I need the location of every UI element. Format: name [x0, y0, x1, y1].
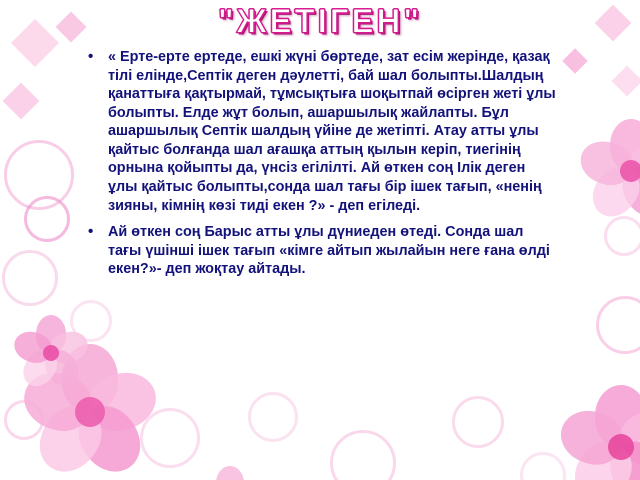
bullet-item-1 [86, 48, 556, 215]
slide-title-area [0, 2, 640, 48]
flower-outline-2 [24, 196, 70, 242]
flower-outline-8 [520, 452, 566, 480]
blossom-lower-left-small [16, 318, 86, 388]
flower-outline-11 [70, 300, 112, 342]
slide-body [86, 48, 556, 287]
flower-outline-4 [140, 408, 200, 468]
blossom-right-bottom [566, 392, 640, 480]
flower-outline-5 [248, 392, 298, 442]
flower-outline-12 [4, 400, 44, 440]
heart-decor-3 [3, 83, 40, 120]
flower-outline-7 [452, 396, 504, 448]
heart-decor-6 [611, 65, 640, 96]
flower-outline-3 [2, 250, 58, 306]
flower-outline-10 [604, 216, 640, 256]
flower-outline-6 [330, 430, 396, 480]
blossom-bottom-center [200, 470, 260, 480]
bullet-list [86, 48, 556, 279]
bullet-text-1: « Ерте-ерте ертеде, ешкі жүні бөртеде, зат есім жерінде, қазақ тілі елінде,Септік деген дәулетті, бай шал болыпты.Шалдың қанаттыға қақтырмай, тұмсықтыға шоқытпай өсірген жеті ұлы болыпты. Елде жұт болып, ашаршылық жайлапты. Бұл ашаршылық Септік шалдың үйіне де жетіпті. Атау атты ұлы қайтыс болғанда шал ағашқа аттың қылын керіп, тиегінің орнына қойыпты да, үнсіз егілілті. Ай өткен соң Ілік деген ұлы қайтыс болыпты,сонда шал тағы бір ішек тағып, «ненің зияны, кімнің көзі тиді екен ?» - деп егіледі. [108, 49, 556, 214]
blossom-bottom-left [30, 352, 150, 472]
flower-outline-1 [4, 140, 74, 210]
heart-decor-5 [562, 48, 587, 73]
blossom-right-top [586, 126, 640, 216]
bullet-text-2: Ай өткен соң Барыс атты ұлы дүниеден өтеді. Сонда шал тағы үшінші ішек тағып «кімге айтып жылайын неге ғана өлді екен?»- деп жоқтау айтады. [108, 224, 550, 278]
bullet-item-2 [86, 223, 556, 279]
slide-title: "ЖЕТІГЕН" [217, 1, 422, 40]
flower-outline-9 [596, 296, 640, 354]
